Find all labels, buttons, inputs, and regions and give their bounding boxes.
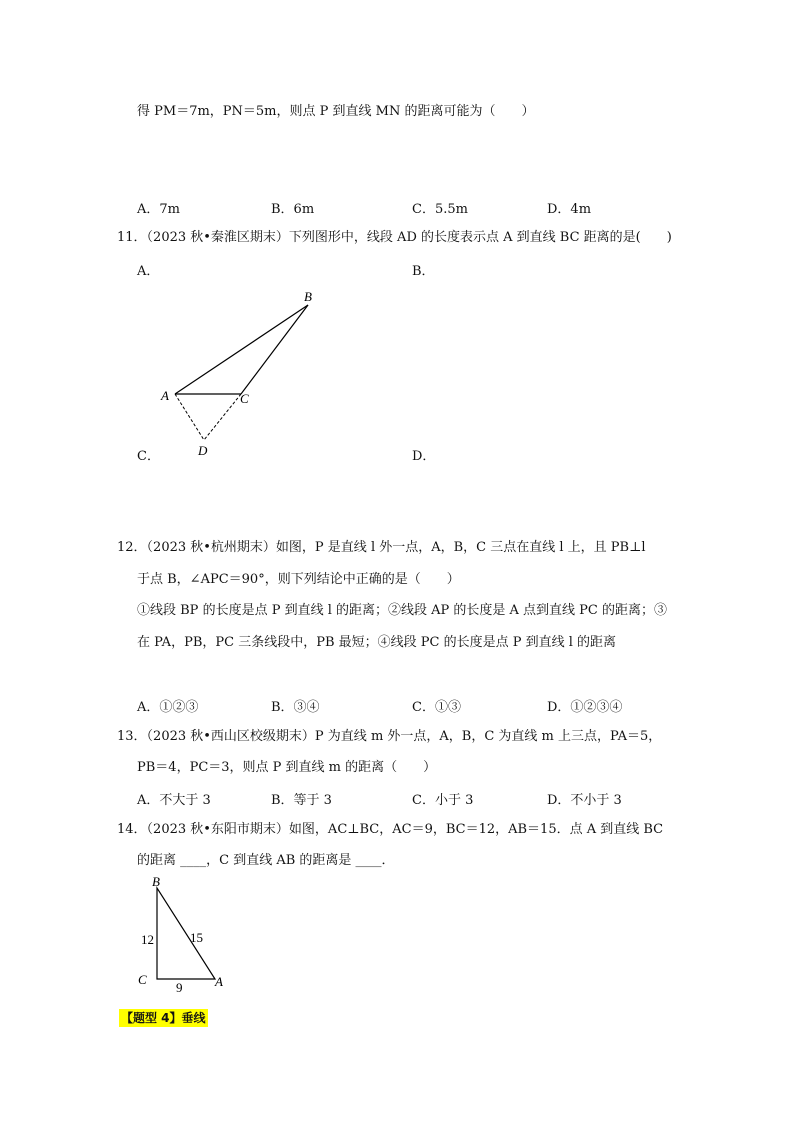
q12-stem-line2: 于点 B，∠APC＝90°，则下列结论中正确的是（ ） xyxy=(137,572,460,587)
q11-stem: 11．（2023 秋•秦淮区期末）下列图形中，线段 AD 的长度表示点 A 到直线 BC 距离的是( ) xyxy=(117,230,672,245)
label-b: B xyxy=(152,876,160,889)
side-ab-length: 15 xyxy=(190,930,203,945)
right-triangle xyxy=(157,888,215,979)
q13-stem-line2: PB＝4，PC＝3，则点 P 到直线 m 的距离（ ） xyxy=(137,760,437,775)
q14-stem-line1: 14．（2023 秋•东阳市期末）如图，AC⊥BC，AC＝9，BC＝12，AB＝15．点 A 到直线 BC xyxy=(117,822,664,837)
q13-option-d[interactable]: D．不小于 3 xyxy=(547,793,622,808)
label-c: C xyxy=(240,391,249,406)
label-d: D xyxy=(198,443,208,458)
q13-option-a[interactable]: A．不大于 3 xyxy=(137,793,211,808)
q11-option-b[interactable]: B． xyxy=(412,264,435,279)
q12-option-d[interactable]: D．①②③④ xyxy=(547,700,623,715)
q12-option-a[interactable]: A．①②③ xyxy=(137,700,199,715)
segment-ad-dashed xyxy=(175,394,204,440)
q10-option-b[interactable]: B．6m xyxy=(271,202,315,217)
section-tag: 【题型 4】垂线 xyxy=(121,1011,206,1025)
q12-option-b[interactable]: B．③④ xyxy=(271,700,320,715)
side-ac-length: 9 xyxy=(176,980,183,995)
q11-option-a[interactable]: A． xyxy=(137,264,160,279)
segment-ab xyxy=(175,305,308,394)
q14-stem-line2: 的距离 ____，C 到直线 AB 的距离是 ____． xyxy=(137,853,395,868)
q11-figure xyxy=(150,285,330,465)
q13-stem-line1: 13．（2023 秋•西山区校级期末）P 为直线 m 外一点，A，B，C 为直线 m 上三点，PA＝5， xyxy=(117,729,662,744)
q10-option-d[interactable]: D．4m xyxy=(547,202,592,217)
q12-stem-line4: 在 PA，PB，PC 三条线段中，PB 最短；④线段 PC 的长度是点 P 到直线 l 的距离 xyxy=(137,635,617,650)
q11-option-d[interactable]: D． xyxy=(412,449,436,464)
label-c: C xyxy=(138,972,147,987)
q12-option-c[interactable]: C．①③ xyxy=(412,700,461,715)
q11-option-c[interactable]: C． xyxy=(137,449,160,464)
q13-option-c[interactable]: C．小于 3 xyxy=(412,793,474,808)
label-a: A xyxy=(161,388,169,403)
q12-stem-line1: 12．（2023 秋•杭州期末）如图，P 是直线 l 外一点，A，B，C 三点在直线 l 上，且 PB⊥l xyxy=(117,540,646,555)
segment-bc xyxy=(241,305,308,394)
q10-option-c[interactable]: C．5.5m xyxy=(412,202,468,217)
q14-figure xyxy=(132,876,232,996)
label-a: A xyxy=(215,974,223,989)
q12-stem-line3: ①线段 BP 的长度是点 P 到直线 l 的距离；②线段 AP 的长度是 A 点到直线 PC 的距离；③ xyxy=(137,603,668,618)
q13-option-b[interactable]: B．等于 3 xyxy=(271,793,332,808)
side-bc-length: 12 xyxy=(141,932,154,947)
q10-continuation: 得 PM＝7m，PN＝5m，则点 P 到直线 MN 的距离可能为（ ） xyxy=(137,104,535,119)
label-b: B xyxy=(304,289,312,304)
q10-option-a[interactable]: A．7m xyxy=(137,202,180,217)
segment-cd-dashed xyxy=(204,394,241,440)
